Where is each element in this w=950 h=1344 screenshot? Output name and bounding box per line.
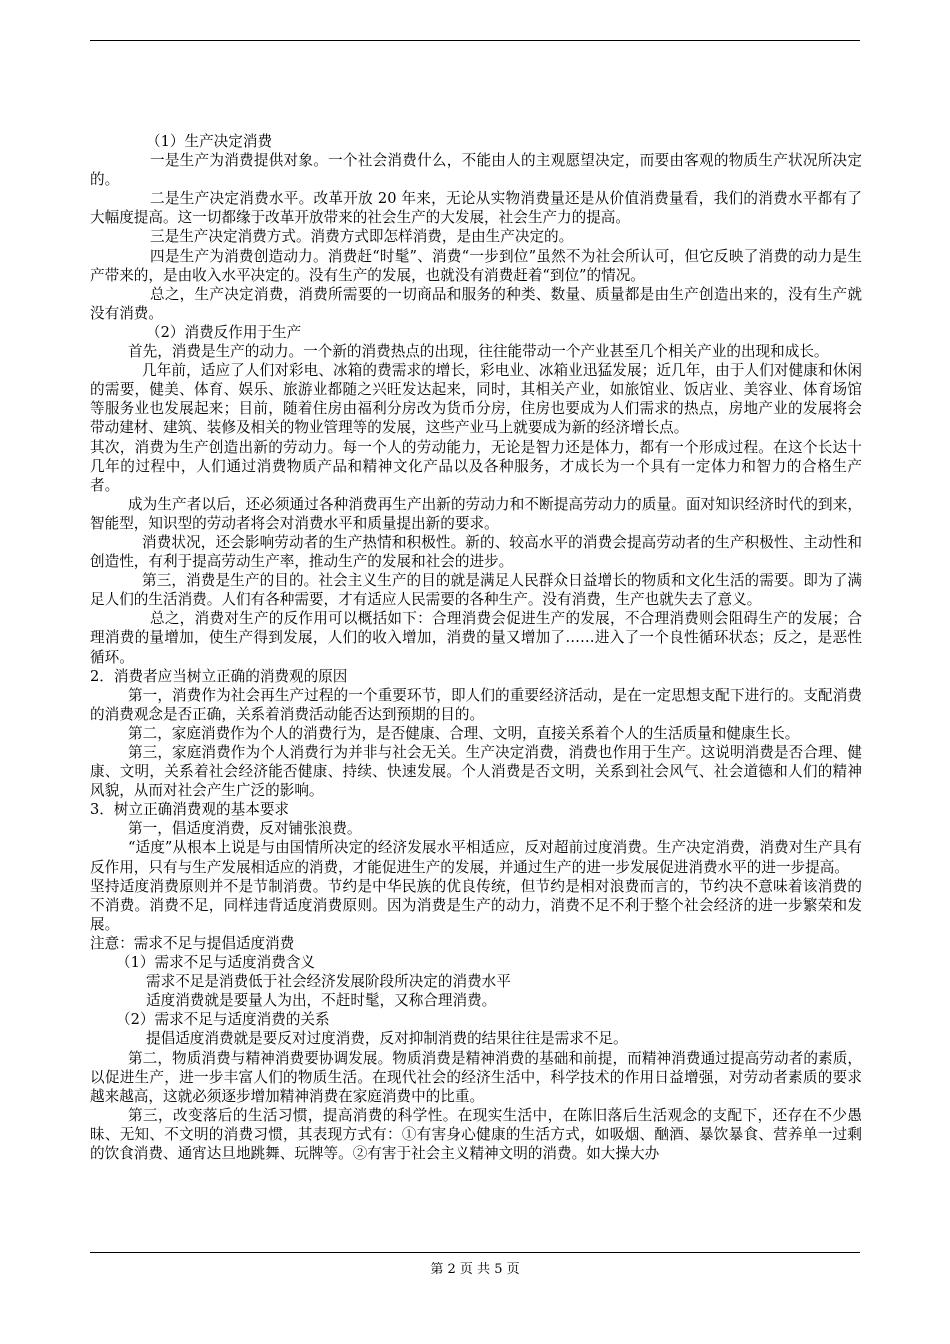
note-item: 适度消费就是要量人为出，不赶时髦，又称合理消费。 [146,992,497,1010]
paragraph: 总之，生产决定消费，消费所需要的一切商品和服务的种类、数量、质量都是由生产创造出来的，没有生产就没有消费。 [90,285,862,322]
paragraph: “适度”从根本上说是与由国情所决定的经济发展水平相适应，反对超前过度消费。生产决定消费，消费对生产具有反作用，只有与生产发展相适应的消费，才能促进生产的发展，并通过生产的进一步发展促进消费水平的进一步提高。 [90,839,862,876]
note-item: 需求不足是消费低于社会经济发展阶段所决定的消费水平 [146,973,511,991]
paragraph: 第二，物质消费与精神消费要协调发展。物质消费是精神消费的基础和前提，而精神消费通过提高劳动者的素质，以促进生产，进一步丰富人们的物质生活。在现代社会的经济生活中，科学技术的作用日益增强，对劳动者素质的要求越来越高，这就必须逐步增加精神消费在家庭消费中的比重。 [90,1049,862,1105]
paragraph: 第一，消费作为社会再生产过程的一个重要环节，即人们的重要经济活动，是在一定思想支配下进行的。支配消费的消费观念是否正确，关系着消费活动能否达到预期的目的。 [90,686,862,723]
section-heading-3: 3．树立正确消费观的基本要求 [90,801,290,819]
paragraph: 第三，改变落后的生活习惯，提高消费的科学性。在现实生活中，在陈旧落后生活观念的支配下，还存在不少愚昧、无知、不文明的消费习惯，其表现方式有：①有害身心健康的生活方式，如吸烟、酗酒、暴饮暴食、营养单一过剩的饮食消费、通宵达旦地跳舞、玩牌等。②有害于社会主义精神文明的消费。如大操大办 [90,1106,862,1162]
paragraph: 第三，消费是生产的目的。社会主义生产的目的就是满足人民群众日益增长的物质和文化生活的需要。即为了满足人们的生活消费。人们有各种需要，才有适应人民需要的各种生产。没有消费，生产也就失去了意义。 [90,572,862,609]
paragraph: 首先，消费是生产的动力。一个新的消费热点的出现，往往能带动一个产业甚至几个相关产业的出现和成长。 [128,343,829,361]
note-heading: 注意：需求不足与提倡适度消费 [90,934,295,952]
paragraph: 第三，家庭消费作为个人消费行为并非与社会无关。生产决定消费，消费也作用于生产。这说明消费是否合理、健康、文明，关系着社会经济能否健康、持续、快速发展。个人消费是否文明，关系到社会风气、社会道德和人们的精神风貌，从而对社会产生广泛的影响。 [90,744,862,800]
paragraph: 其次，消费为生产创造出新的劳动力。每一个人的劳动能力，无论是智力还是体力，都有一个形成过程。在这个长达十几年的过程中，人们通过消费物质产品和精神文化产品以及各种服务，才成长为一个具有一定体力和智力的合格生产者。 [90,438,862,494]
paragraph: 第二，家庭消费作为个人的消费行为，是否健康、合理、文明，直接关系着个人的生活质量和健康生长。 [128,724,800,742]
paragraph: 坚持适度消费原则并不是节制消费。节约是中华民族的优良传统，但节约是相对浪费而言的，节约决不意味着该消费的不消费。消费不足，同样违背适度消费原则。因为消费是生产的动力，消费不足不利于整个社会经济的进一步繁荣和发展。 [90,877,862,933]
paragraph: 几年前，适应了人们对彩电、冰箱的费需求的增长，彩电业、冰箱业迅猛发展；近几年，由于人们对健康和休闲的需要，健美、体育、娱乐、旅游业都随之兴旺发达起来，同时，其相关产业，如旅馆业、饭店业、美容业、体育场馆等服务业也发展起来；目前，随着住房由福利分房改为货币分房，住房也要成为人们需求的热点，房地产业的发展将会带动建材、建筑、装修及相关的物业管理等的发展，这些产业马上就要成为新的经济增长点。 [90,362,862,437]
note-subheading: （1）需求不足与适度消费含义 [116,954,316,972]
paragraph: 四是生产为消费创造动力。消费赶“时髦”、消费“一步到位”虽然不为社会所认可，但它反映了消费的动力是生产带来的，是由收入水平决定的。没有生产的发展，也就没有消费赶着“到位”的情况。 [90,247,862,284]
document-body [90,132,862,1163]
paragraph: 第一，倡适度消费，反对铺张浪费。 [128,820,362,838]
paragraph: 二是生产决定消费水平。改革开放 20 年来，无论从实物消费量还是从价值消费量看，我们的消费水平都有了大幅度提高。这一切都缘于改革开放带来的社会生产的大发展，社会生产力的提高。 [90,190,862,227]
paragraph: 三是生产决定消费方式。消费方式即怎样消费，是由生产决定的。 [150,228,574,246]
footer-rule [90,1252,860,1253]
header-rule [90,40,860,41]
paragraph: 消费状况，还会影响劳动者的生产热情和积极性。新的、较高水平的消费会提高劳动者的生产积极性、主动性和创造性，有利于提高劳动生产率，推动生产的发展和社会的进步。 [90,533,862,571]
section-heading-2: 2．消费者应当树立正确的消费观的原因 [90,667,348,685]
subheading-production-decides-consumption: （1）生产决定消费 [146,133,273,150]
paragraph: 一是生产为消费提供对象。一个社会消费什么，不能由人的主观愿望决定，而要由客观的物质生产状况所决定的。 [90,152,862,189]
paragraph: 成为生产者以后，还必须通过各种消费再生产出新的劳动力和不断提高劳动力的质量。面对知识经济时代的到来，智能型，知识型的劳动者将会对消费水平和质量提出新的要求。 [90,495,862,532]
subheading-consumption-reacts-on-production: （2）消费反作用于生产 [146,323,302,341]
note-subheading: （2）需求不足与适度消费的关系 [116,1011,330,1029]
page-number-footer: 第 2 页 共 5 页 [430,1262,520,1277]
note-item: 提倡适度消费就是要反对过度消费，反对抑制消费的结果往往是需求不足。 [146,1030,628,1048]
paragraph: 总之，消费对生产的反作用可以概括如下：合理消费会促进生产的发展，不合理消费则会阻碍生产的发展；合理消费的量增加，使生产得到发展，人们的收入增加，消费的量又增加了……进入了一个良性循环状态；反之，是恶性循环。 [90,610,862,666]
